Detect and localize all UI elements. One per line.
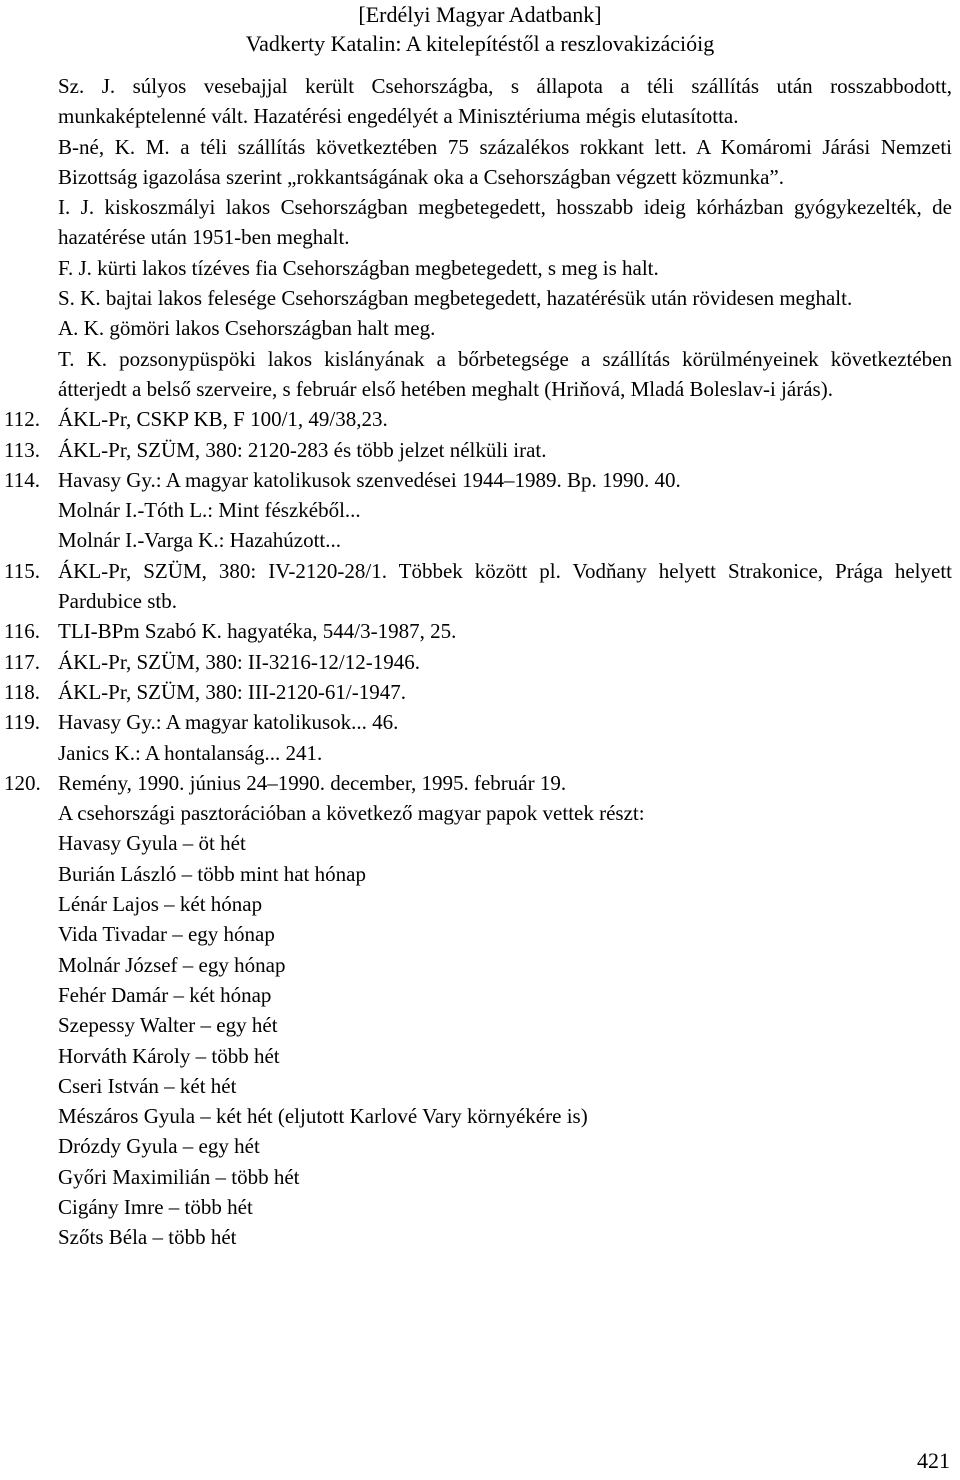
footnote-line: Szepessy Walter – egy hét — [58, 1013, 278, 1038]
footnote-line: Fehér Damár – két hónap — [58, 982, 272, 1007]
footnote-line: Molnár I.-Varga K.: Hazahúzott... — [58, 528, 342, 553]
footnote-number: 112. — [4, 407, 40, 432]
footnote-line: Cseri István – két hét — [58, 1073, 237, 1098]
footnote-line: Mészáros Gyula – két hét (eljutott Karlové Vary környékére is) — [58, 1104, 588, 1129]
paragraph: I. J. kiskoszmályi lakos Csehországban megbetegedett, hosszabb ideig kórházban gyógykezelték, de hazatérése után 1951-ben meghalt. — [58, 195, 952, 250]
footnote-line: Molnár I.-Tóth L.: Mint fészkéből... — [58, 498, 361, 523]
footnote-line: TLI-BPm Szabó K. hagyatéka, 544/3-1987, 25. — [58, 619, 457, 644]
footnote-line: ÁKL-Pr, SZÜM, 380: II-3216-12/12-1946. — [58, 649, 420, 674]
footnote-line: Lénár Lajos – két hónap — [58, 892, 263, 917]
footnote-line: Burián László – több mint hat hónap — [58, 861, 366, 886]
header-title: Vadkerty Katalin: A kitelepítéstől a reszlovakizációig — [245, 31, 715, 56]
case-paragraphs — [58, 71, 952, 404]
footnote-line: Horváth Károly – több hét — [58, 1043, 280, 1068]
footnote-line: Remény, 1990. június 24–1990. december, 1995. február 19. — [58, 770, 567, 795]
footnote-number: 116. — [4, 619, 40, 644]
paragraph: A. K. gömöri lakos Csehországban halt meg. — [58, 316, 436, 341]
paragraph: S. K. bajtai lakos felesége Csehországban megbetegedett, hazatérésük után rövidesen meghalt. — [58, 286, 853, 311]
footnote-line: Cigány Imre – több hét — [58, 1194, 253, 1219]
paragraph: F. J. kürti lakos tízéves fia Csehországban megbetegedett, s meg is halt. — [58, 255, 659, 280]
header-source: [Erdélyi Magyar Adatbank] — [358, 2, 602, 27]
paragraph: Sz. J. súlyos vesebajjal került Csehországba, s állapota a téli szállítás után rosszabbodott, munkaképtelenné vált. Hazatérési engedélyét a Minisztériuma mégis elutasította. — [58, 74, 952, 129]
footnote-line: Havasy Gy.: A magyar katolikusok szenvedései 1944–1989. Bp. 1990. 40. — [58, 467, 681, 492]
paragraph: B-né, K. M. a téli szállítás következtében 75 százalékos rokkant lett. A Komáromi Járási Nemzeti Bizottság igazolása szerint „rokkantságának oka a Csehországban végzett közmunka”. — [58, 134, 952, 189]
footnote-number: 119. — [4, 710, 40, 735]
footnote — [4, 435, 952, 465]
footnote-line: Győri Maximilián – több hét — [58, 1164, 300, 1189]
footnote-line: ÁKL-Pr, SZÜM, 380: IV-2120-28/1. Többek között pl. Vodňany helyett Strakonice, Prága helyett Pardubice stb. — [58, 558, 952, 614]
footnotes-list — [4, 404, 952, 1252]
footnote-number: 120. — [4, 770, 41, 795]
footnote — [4, 768, 952, 1253]
footnote-line: Havasy Gyula – öt hét — [58, 831, 246, 856]
footnote-line: Molnár József – egy hónap — [58, 952, 286, 977]
footnote-number: 115. — [4, 558, 40, 583]
footnote-line: Drózdy Gyula – egy hét — [58, 1134, 260, 1159]
footnote-line: ÁKL-Pr, CSKP KB, F 100/1, 49/38,23. — [58, 407, 388, 432]
footnote — [4, 616, 952, 646]
footnote — [4, 647, 952, 677]
footnote — [4, 556, 952, 617]
footnote-line: Janics K.: A hontalanság... 241. — [58, 740, 323, 765]
footnote — [4, 465, 952, 556]
page-content — [4, 71, 952, 1253]
page-number: 421 — [917, 1448, 950, 1473]
footnote-line: Havasy Gy.: A magyar katolikusok... 46. — [58, 710, 399, 735]
paragraph: T. K. pozsonypüspöki lakos kislányának a bőrbetegsége a szállítás körülményeinek következtében átterjedt a belső szerveire, s február első hetében meghalt (Hriňová, Mladá Boleslav-i járás). — [58, 346, 952, 401]
footnote-line: Vida Tivadar – egy hónap — [58, 922, 275, 947]
footnote-number: 118. — [4, 679, 40, 704]
footnote-line: ÁKL-Pr, SZÜM, 380: III-2120-61/-1947. — [58, 679, 406, 704]
footnote-number: 117. — [4, 649, 40, 674]
footnote-line: A csehországi pasztorációban a következő magyar papok vettek részt: — [58, 801, 645, 826]
footnote-number: 113. — [4, 437, 40, 462]
footnote-line: Szőts Béla – több hét — [58, 1225, 237, 1250]
footnote-line: ÁKL-Pr, SZÜM, 380: 2120-283 és több jelzet nélküli irat. — [58, 437, 547, 462]
footnote-number: 114. — [4, 467, 40, 492]
footnote — [4, 707, 952, 768]
footnote — [4, 677, 952, 707]
footnote — [4, 404, 952, 434]
document-header — [0, 0, 960, 58]
